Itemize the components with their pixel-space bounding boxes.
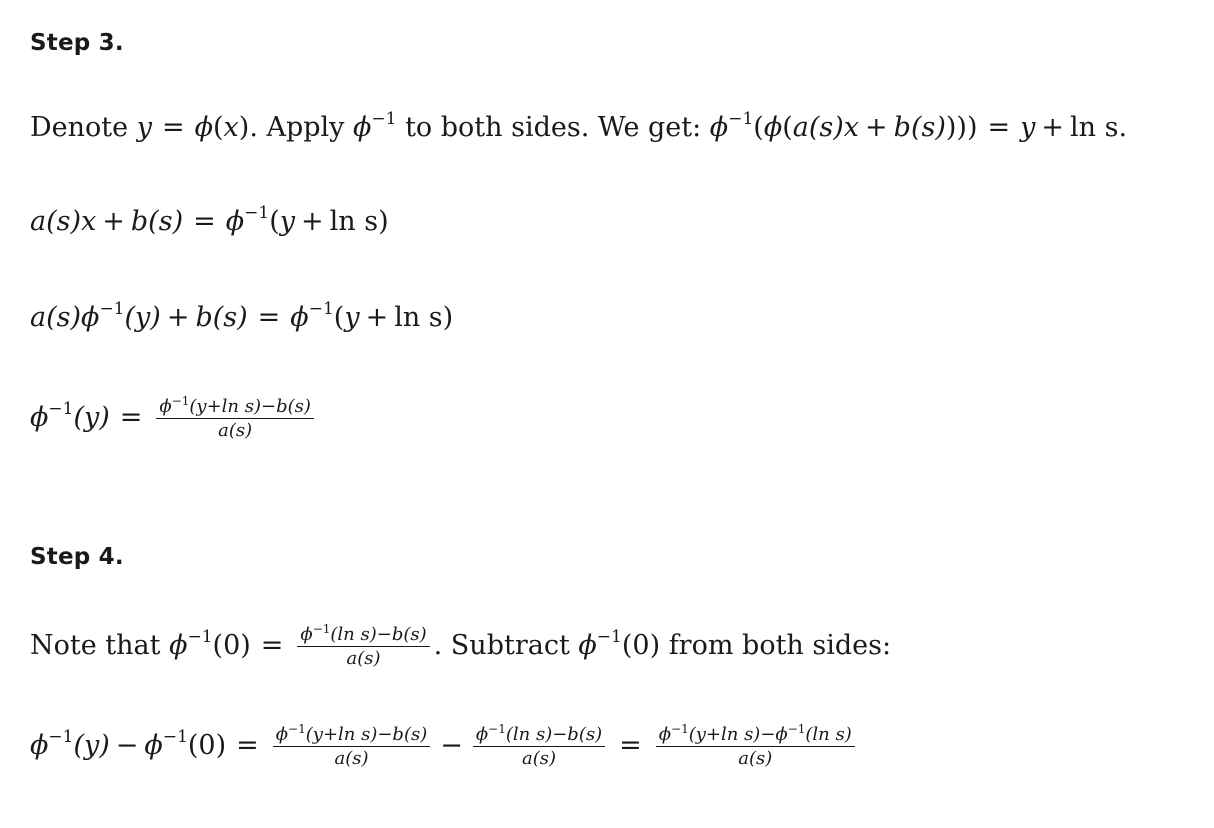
fraction: $\frac{\phi^{-1}(\ln s)-b(s)}{a(s)}$ — [473, 724, 605, 769]
step-3-intro — [30, 109, 1128, 143]
step-3-heading: Step 3. — [30, 30, 124, 56]
inline-math-phi-inv: $\phi^{-1}$ — [353, 109, 397, 143]
fraction: $\frac{\phi^{-1}(y+\ln s)-\phi^{-1}(\ln s)}{a(s)}$ — [656, 724, 855, 769]
inline-math-result: $\phi^{-1}(\phi(a(s)x + b(s)))) = y + \ln s$ — [709, 109, 1119, 143]
inline-math-y-def: y = ϕ(x) — [136, 112, 250, 143]
fraction: $\frac{\phi^{-1}(\ln s)-b(s)}{a(s)}$ — [297, 624, 429, 669]
fraction: $\frac{\phi^{-1}(y+\ln s)-b(s)}{a(s)}$ — [156, 396, 313, 441]
intro-text-4: . — [1118, 112, 1128, 143]
intro-text-1: Denote — [30, 112, 137, 143]
fraction: $\frac{\phi^{-1}(y+\ln s)-b(s)}{a(s)}$ — [273, 724, 430, 769]
note-text-1: Note that — [30, 630, 170, 661]
step-4-heading: Step 4. — [30, 544, 124, 570]
intro-text-3: to both sides. We get: — [396, 112, 710, 143]
inline-math-phi-inv-zero-2: $\phi^{-1}(0)$ — [578, 627, 661, 661]
equation-3: $\phi^{-1}(y)$ = $\frac{\phi^{-1}(y+\ln s)-b(s)}{a(s)}$ — [30, 396, 318, 441]
inline-math-phi-inv-zero: $\phi^{-1}(0)$ = $\frac{\phi^{-1}(\ln s)-b(s)}{a(s)}$ — [169, 630, 434, 661]
note-text-3: from both sides: — [660, 630, 892, 661]
intro-text-2: . Apply — [249, 112, 354, 143]
note-text-2: . Subtract — [433, 630, 579, 661]
equation-4: $\phi^{-1}(y) - \phi^{-1}(0)$ = $\frac{\phi^{-1}(y+\ln s)-b(s)}{a(s)}$ − $\frac{\phi^{-1}(\ln s)-b(s)}{a(s)}$ = $\frac{\phi^{-1}(y+\ln s)-\phi^{-1}(\ln s)}{a(s)}$ — [30, 724, 859, 769]
equation-1: $a(s)x + b(s) = \phi^{-1}(y + \ln s)$ — [30, 203, 389, 237]
step-4-note — [30, 624, 891, 669]
equation-2: $a(s)\phi^{-1}(y) + b(s) = \phi^{-1}(y + \ln s)$ — [30, 299, 454, 333]
